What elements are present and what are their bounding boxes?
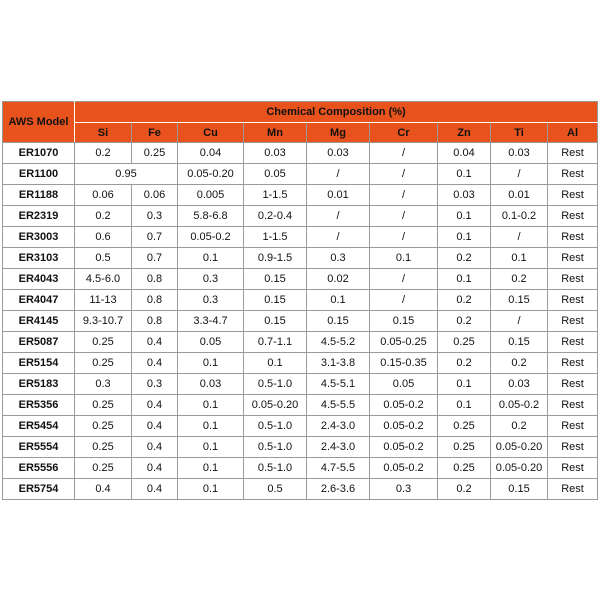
value-cell: 0.2 — [438, 311, 491, 332]
value-cell: 0.1 — [438, 395, 491, 416]
header-cr: Cr — [370, 123, 438, 143]
value-cell: 0.4 — [132, 458, 178, 479]
value-cell: 0.05-0.2 — [370, 395, 438, 416]
table-row — [3, 353, 598, 374]
table-row — [3, 374, 598, 395]
value-cell: 0.03 — [244, 143, 307, 164]
value-cell: / — [370, 206, 438, 227]
value-cell: 0.15-0.35 — [370, 353, 438, 374]
value-cell: Rest — [548, 395, 598, 416]
value-cell: Rest — [548, 143, 598, 164]
value-cell: 0.005 — [178, 185, 244, 206]
value-cell: 0.8 — [132, 290, 178, 311]
value-cell: 0.4 — [132, 416, 178, 437]
value-cell: 0.7 — [132, 227, 178, 248]
value-cell: Rest — [548, 437, 598, 458]
value-cell: Rest — [548, 479, 598, 500]
header-cu: Cu — [178, 123, 244, 143]
value-cell: 0.05-0.20 — [178, 164, 244, 185]
value-cell: 0.06 — [132, 185, 178, 206]
value-cell: 4.5-5.5 — [307, 395, 370, 416]
value-cell: 0.25 — [75, 416, 132, 437]
value-cell: 0.3 — [178, 269, 244, 290]
header-fe: Fe — [132, 123, 178, 143]
value-cell: 0.1 — [491, 248, 548, 269]
model-cell: ER2319 — [3, 206, 75, 227]
value-cell: 0.05-0.2 — [491, 395, 548, 416]
value-cell: 0.2 — [438, 248, 491, 269]
header-row-elements — [3, 123, 598, 143]
model-cell: ER5454 — [3, 416, 75, 437]
value-cell: 0.7 — [132, 248, 178, 269]
value-cell: Rest — [548, 185, 598, 206]
value-cell: 9.3-10.7 — [75, 311, 132, 332]
value-cell: 0.1 — [178, 458, 244, 479]
table-row — [3, 206, 598, 227]
value-cell: Rest — [548, 227, 598, 248]
header-mn: Mn — [244, 123, 307, 143]
model-cell: ER4047 — [3, 290, 75, 311]
value-cell: 0.4 — [75, 479, 132, 500]
value-cell: 0.05 — [370, 374, 438, 395]
value-cell: Rest — [548, 458, 598, 479]
value-cell: 0.5-1.0 — [244, 437, 307, 458]
value-cell: 0.05-0.2 — [370, 458, 438, 479]
value-cell: 0.1 — [438, 374, 491, 395]
table-row — [3, 290, 598, 311]
value-cell: / — [370, 227, 438, 248]
value-cell: 0.1 — [178, 416, 244, 437]
value-cell: 11-13 — [75, 290, 132, 311]
value-cell: 0.2 — [438, 479, 491, 500]
value-cell: 0.1 — [438, 227, 491, 248]
value-cell: 0.2 — [75, 143, 132, 164]
header-aws-model: AWS Model — [3, 102, 75, 143]
value-cell: 0.5-1.0 — [244, 416, 307, 437]
value-cell: 0.2 — [438, 290, 491, 311]
value-cell: / — [307, 206, 370, 227]
value-cell: 0.01 — [491, 185, 548, 206]
table-row — [3, 332, 598, 353]
value-cell: 0.1 — [438, 269, 491, 290]
value-cell: 0.4 — [132, 353, 178, 374]
value-cell: / — [370, 164, 438, 185]
value-cell: 0.25 — [438, 416, 491, 437]
table-row — [3, 185, 598, 206]
table-row — [3, 269, 598, 290]
value-cell: 0.05-0.20 — [491, 437, 548, 458]
value-cell: 0.15 — [370, 311, 438, 332]
model-cell: ER3003 — [3, 227, 75, 248]
value-cell: 0.5 — [244, 479, 307, 500]
value-cell: 0.05-0.2 — [178, 227, 244, 248]
value-cell: / — [370, 185, 438, 206]
model-cell: ER5087 — [3, 332, 75, 353]
value-cell: 0.1 — [178, 437, 244, 458]
value-cell: 0.05-0.2 — [370, 437, 438, 458]
header-row-top — [3, 102, 598, 123]
value-cell: 0.1 — [178, 248, 244, 269]
value-cell: 0.1-0.2 — [491, 206, 548, 227]
table-row — [3, 416, 598, 437]
model-cell: ER1100 — [3, 164, 75, 185]
value-cell: 0.05-0.2 — [370, 416, 438, 437]
model-cell: ER4043 — [3, 269, 75, 290]
value-cell: 0.9-1.5 — [244, 248, 307, 269]
table-row — [3, 143, 598, 164]
value-cell: 0.7-1.1 — [244, 332, 307, 353]
value-cell: 0.25 — [75, 332, 132, 353]
si-fe-merged-cell: 0.95 — [75, 164, 178, 185]
value-cell: 0.1 — [178, 395, 244, 416]
value-cell: 0.4 — [132, 395, 178, 416]
value-cell: Rest — [548, 269, 598, 290]
value-cell: 0.25 — [75, 458, 132, 479]
value-cell: Rest — [548, 374, 598, 395]
value-cell: 0.25 — [75, 437, 132, 458]
value-cell: 0.2-0.4 — [244, 206, 307, 227]
value-cell: 1-1.5 — [244, 227, 307, 248]
table-row — [3, 227, 598, 248]
model-cell: ER5183 — [3, 374, 75, 395]
value-cell: 0.3 — [307, 248, 370, 269]
table-row — [3, 248, 598, 269]
value-cell: 0.05-0.25 — [370, 332, 438, 353]
value-cell: Rest — [548, 332, 598, 353]
table-row — [3, 395, 598, 416]
model-cell: ER5554 — [3, 437, 75, 458]
model-cell: ER1188 — [3, 185, 75, 206]
header-al: Al — [548, 123, 598, 143]
value-cell: Rest — [548, 164, 598, 185]
value-cell: / — [370, 269, 438, 290]
value-cell: 0.25 — [438, 332, 491, 353]
value-cell: Rest — [548, 290, 598, 311]
value-cell: 0.04 — [438, 143, 491, 164]
table-row — [3, 311, 598, 332]
value-cell: 0.4 — [132, 332, 178, 353]
value-cell: 0.3 — [178, 290, 244, 311]
value-cell: 0.1 — [244, 353, 307, 374]
value-cell: 0.2 — [438, 353, 491, 374]
value-cell: 0.05 — [178, 332, 244, 353]
value-cell: 0.3 — [132, 206, 178, 227]
table-row — [3, 437, 598, 458]
value-cell: 0.15 — [244, 290, 307, 311]
value-cell: 0.15 — [244, 311, 307, 332]
value-cell: 0.2 — [491, 416, 548, 437]
value-cell: Rest — [548, 248, 598, 269]
header-ti: Ti — [491, 123, 548, 143]
value-cell: 4.5-5.1 — [307, 374, 370, 395]
model-cell: ER4145 — [3, 311, 75, 332]
header-zn: Zn — [438, 123, 491, 143]
value-cell: 3.1-3.8 — [307, 353, 370, 374]
value-cell: 0.8 — [132, 269, 178, 290]
value-cell: 0.1 — [307, 290, 370, 311]
value-cell: 0.02 — [307, 269, 370, 290]
value-cell: 0.03 — [491, 374, 548, 395]
value-cell: 0.3 — [370, 479, 438, 500]
value-cell: 0.6 — [75, 227, 132, 248]
value-cell: 0.15 — [491, 332, 548, 353]
value-cell: / — [370, 143, 438, 164]
value-cell: 0.01 — [307, 185, 370, 206]
value-cell: 0.06 — [75, 185, 132, 206]
value-cell: 0.05 — [244, 164, 307, 185]
value-cell: / — [370, 290, 438, 311]
value-cell: 0.2 — [491, 353, 548, 374]
value-cell: 0.4 — [132, 479, 178, 500]
header-si: Si — [75, 123, 132, 143]
value-cell: 0.3 — [132, 374, 178, 395]
value-cell: 3.3-4.7 — [178, 311, 244, 332]
value-cell: 0.1 — [178, 479, 244, 500]
value-cell: 0.3 — [75, 374, 132, 395]
value-cell: 0.25 — [132, 143, 178, 164]
value-cell: / — [491, 311, 548, 332]
model-cell: ER3103 — [3, 248, 75, 269]
value-cell: Rest — [548, 311, 598, 332]
value-cell: 0.25 — [438, 437, 491, 458]
model-cell: ER5556 — [3, 458, 75, 479]
value-cell: 0.03 — [178, 374, 244, 395]
value-cell: 0.04 — [178, 143, 244, 164]
value-cell: 4.5-6.0 — [75, 269, 132, 290]
value-cell: 0.15 — [491, 479, 548, 500]
value-cell: 0.25 — [438, 458, 491, 479]
value-cell: 0.2 — [491, 269, 548, 290]
table-row — [3, 164, 598, 185]
table-body — [3, 143, 598, 500]
value-cell: Rest — [548, 353, 598, 374]
model-cell: ER5754 — [3, 479, 75, 500]
value-cell: 0.5 — [75, 248, 132, 269]
value-cell: 0.03 — [491, 143, 548, 164]
model-cell: ER1070 — [3, 143, 75, 164]
value-cell: 5.8-6.8 — [178, 206, 244, 227]
value-cell: 0.8 — [132, 311, 178, 332]
value-cell: 0.1 — [178, 353, 244, 374]
value-cell: 4.5-5.2 — [307, 332, 370, 353]
value-cell: 2.4-3.0 — [307, 416, 370, 437]
value-cell: / — [491, 164, 548, 185]
value-cell: 0.15 — [307, 311, 370, 332]
value-cell: 0.05-0.20 — [244, 395, 307, 416]
table-row — [3, 458, 598, 479]
value-cell: 0.1 — [370, 248, 438, 269]
value-cell: / — [307, 164, 370, 185]
value-cell: / — [307, 227, 370, 248]
table-row — [3, 479, 598, 500]
value-cell: 0.2 — [75, 206, 132, 227]
value-cell: 0.5-1.0 — [244, 374, 307, 395]
value-cell: 1-1.5 — [244, 185, 307, 206]
value-cell: 0.25 — [75, 353, 132, 374]
model-cell: ER5154 — [3, 353, 75, 374]
value-cell: 0.1 — [438, 206, 491, 227]
model-cell: ER5356 — [3, 395, 75, 416]
value-cell: 0.03 — [438, 185, 491, 206]
value-cell: 2.6-3.6 — [307, 479, 370, 500]
value-cell: Rest — [548, 416, 598, 437]
header-chemical-composition: Chemical Composition (%) — [75, 102, 598, 123]
value-cell: 0.1 — [438, 164, 491, 185]
value-cell: 0.15 — [491, 290, 548, 311]
value-cell: 0.15 — [244, 269, 307, 290]
value-cell: 4.7-5.5 — [307, 458, 370, 479]
value-cell: 0.5-1.0 — [244, 458, 307, 479]
value-cell: 0.25 — [75, 395, 132, 416]
value-cell: 2.4-3.0 — [307, 437, 370, 458]
value-cell: / — [491, 227, 548, 248]
value-cell: 0.4 — [132, 437, 178, 458]
value-cell: Rest — [548, 206, 598, 227]
composition-table — [2, 101, 598, 500]
value-cell: 0.05-0.20 — [491, 458, 548, 479]
header-mg: Mg — [307, 123, 370, 143]
value-cell: 0.03 — [307, 143, 370, 164]
